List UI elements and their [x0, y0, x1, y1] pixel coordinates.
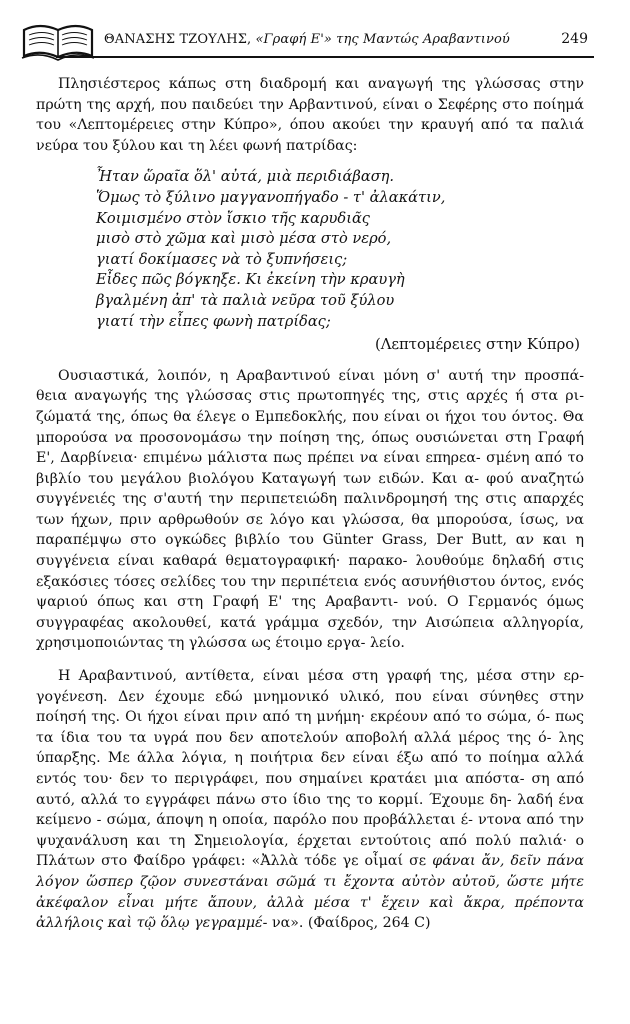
- paragraph-line: Ουσιαστικά, λοιπόν, η Αραβαντινού είναι μόνη σ' αυτή την προσπά-: [58, 367, 584, 384]
- paragraph-line: γογένεση. Δεν έχουμε εδώ μνημονικό υλικό, που είναι σύνηθες στην: [36, 688, 584, 705]
- header-title: «Γραφή Ε'» της Μαντώς Αραβαντινού: [255, 32, 510, 47]
- paragraph-line: λης ύπαρξης. Με άλλα λόγια, η ποιήτρια δεν είναι έξω από το ποίημα: [36, 729, 584, 767]
- poem-line: Ὅμως τὸ ξύλινο μαγγανοπήγαδο - τ' ἀλακάτιν,: [96, 188, 446, 206]
- paragraph-line: σμένη από το βιβλίο του μεγάλου βιολόγου Καταγωγή των ειδών. Και α-: [36, 450, 584, 487]
- paragraph-line: Η Αραβαντινού, αντίθετα, είναι μέσα στη γραφή της, μέσα στην ερ-: [58, 668, 584, 685]
- paragraph-line: φού αναζητώ συγγένειές της σ'αυτή την περιπετειώδη παλινδρομησή: [36, 470, 584, 508]
- paragraph-line: νού. Ο Γερμανός όμως συγγραφέας ακολουθεί, κατά γράμμα σχεδόν,: [36, 594, 584, 631]
- poem-source: (Λεπτομέρειες στην Κύπρο): [374, 336, 580, 354]
- paragraph-line: την Αισώπεια αλληγορία, χρησιμοποιώντας τη γλώσσα ως έτοιμο εργα-: [36, 614, 584, 652]
- poem-line: Κοιμισμένο στὸν ἴσκιο τῆς καρυδιᾶς: [96, 209, 370, 227]
- paragraph-darwin: [36, 366, 584, 654]
- paragraph-line: Γραφή Ε', Δαρβίνεια· επιμένω μάλιστα πως πρέπει να είναι επηρεα-: [36, 429, 584, 467]
- intro-paragraph: [36, 74, 584, 156]
- poem-line: Ἦταν ὥραῖα ὅλ' αὐτά, μιὰ περιδιάβαση.: [96, 168, 395, 186]
- paragraph-line: ζώματά της, όπως θα έλεγε ο Εμπεδοκλής, που είναι οι ήχοι του όντος.: [36, 408, 558, 425]
- paragraph-line: ασυνήθιστου όντος, ενός ψαριού όπως και στη Γραφή Ε' της Αραβαντι-: [36, 573, 584, 611]
- paragraph-line: πολύ παλιά· ο Πλάτων στο Φαίδρο γράφει: «Ἀλλὰ τόδε γε οἶμαί σε: [36, 832, 584, 870]
- paragraph-line: πως τα ίδια του τα υγρά που δεν αποτελούν αποβολή αλλά μέρος της ό-: [36, 709, 584, 746]
- poem-line: μισὸ στὸ χῶμα καὶ μισὸ μέσα στὸ νερό,: [96, 230, 392, 248]
- paragraph-line: λουθούμε δηλαδή στις εξακόσιες τόσες σελίδες του την περιπέτεια ενός: [36, 553, 584, 590]
- running-head-text: [104, 32, 510, 47]
- paragraph-line: ση από αυτό, αλλά το εγγράφει πάνω στο ίδιο της το κορμί. Έχουμε δη-: [36, 771, 584, 808]
- intro-line: τα παλιά νεύρα του ξύλου και τη λέει φωνή πατρίδας:: [36, 117, 584, 154]
- plato-quote-line: ἔχοντα αὐτὸν αὐτοῦ, ὥστε μήτε ἀκέφαλον εἶναι μήτε ἄπουν, ἀλλὰ: [36, 873, 584, 911]
- paragraph-line: της στις απαρχές των ήχων, πριν αρθρωθούν σε λόγο και γλώσσα, θα: [36, 491, 585, 528]
- poem-line: γιατί δοκίμασες νὰ τὸ ξυπνήσεις;: [96, 250, 348, 268]
- header-author: ΘΑΝΑΣΗΣ ΤΖΟΥΛΗΣ,: [104, 32, 252, 47]
- paragraph-line: μπορούσα, ίσως, να παραπέμψω στο ογκώδες βιβλίο του Günter Grass,: [36, 511, 584, 549]
- paragraph-line: λαδή ένα κείμενο - σώμα, άποψη η οποία, παρόλο που προβάλλεται έ-: [36, 791, 584, 829]
- intro-line: Πλησιέστερος κάπως στη διαδρομή και αναγωγή της γλώσσας στην: [58, 76, 584, 92]
- paragraph-gap: [36, 654, 584, 666]
- paragraph-line: Θα μπορούσα να προσονομάσω την ποίηση της, όπως ουσιώνεται στη: [36, 408, 584, 446]
- paragraph-line: ποίησή της. Οι ήχοι είναι πριν από τη μνήμη· εκρέουν από το σώμα, ό-: [36, 709, 551, 726]
- intro-line: πρώτη της αρχή, που παιδεύει την Αρβαντινού, είναι ο Σεφέρης στο: [36, 96, 529, 113]
- paragraph-line: θεια αναγωγής της γλώσσας στις πρωτοπηγές της, στις αρχές ή στα ρι-: [36, 388, 584, 405]
- paragraph-line: λείο.: [369, 635, 405, 652]
- page-number: 249: [561, 31, 588, 47]
- paragraph-line: αλλά εντός του· δεν το περιγράφει, που σημαίνει κρατάει μια απόστα-: [36, 750, 584, 787]
- paragraph-plato: [36, 666, 584, 934]
- header-rule: [56, 56, 594, 58]
- poem-line: γιατί τὴν εἶπες φωνὴ πατρίδας;: [96, 312, 331, 330]
- intro-line: ποίημά του «Λεπτομέρειες στην Κύπρο», όπου ακούει την κραυγή από: [36, 96, 585, 134]
- paragraph-line: ντονα από την ψυχανάλυση και τη Σημειολογία, έρχεται εντούτοις από: [36, 812, 584, 849]
- body-text: [36, 74, 584, 934]
- poem-quote: [36, 167, 584, 355]
- poem-line: βγαλμένη ἀπ' τὰ παλιὰ νεῦρα τοῦ ξύλου: [96, 291, 395, 309]
- poem-line: Εἶδες πῶς βόγκηξε. Κι ἐκείνη τὴν κραυγὴ: [96, 271, 405, 289]
- plato-citation-line: να». (Φαίδρος, 264 C): [271, 915, 431, 932]
- plato-quote-line: μέσα τ' ἔχειν καὶ ἄκρα, πρέποντα ἀλλήλοις καὶ τῷ ὅλῳ γεγραμμέ-: [36, 894, 584, 932]
- running-header: [20, 18, 594, 64]
- paragraph-line: Der Butt, αν και η συγγένεια είναι καθαρά θεματογραφική· παρακο-: [36, 532, 584, 570]
- plato-quote-line: φάναι ἄν, δεῖν πάνα λόγον ὥσπερ ζῷον συνεστάναι σῶμά τι: [36, 853, 585, 890]
